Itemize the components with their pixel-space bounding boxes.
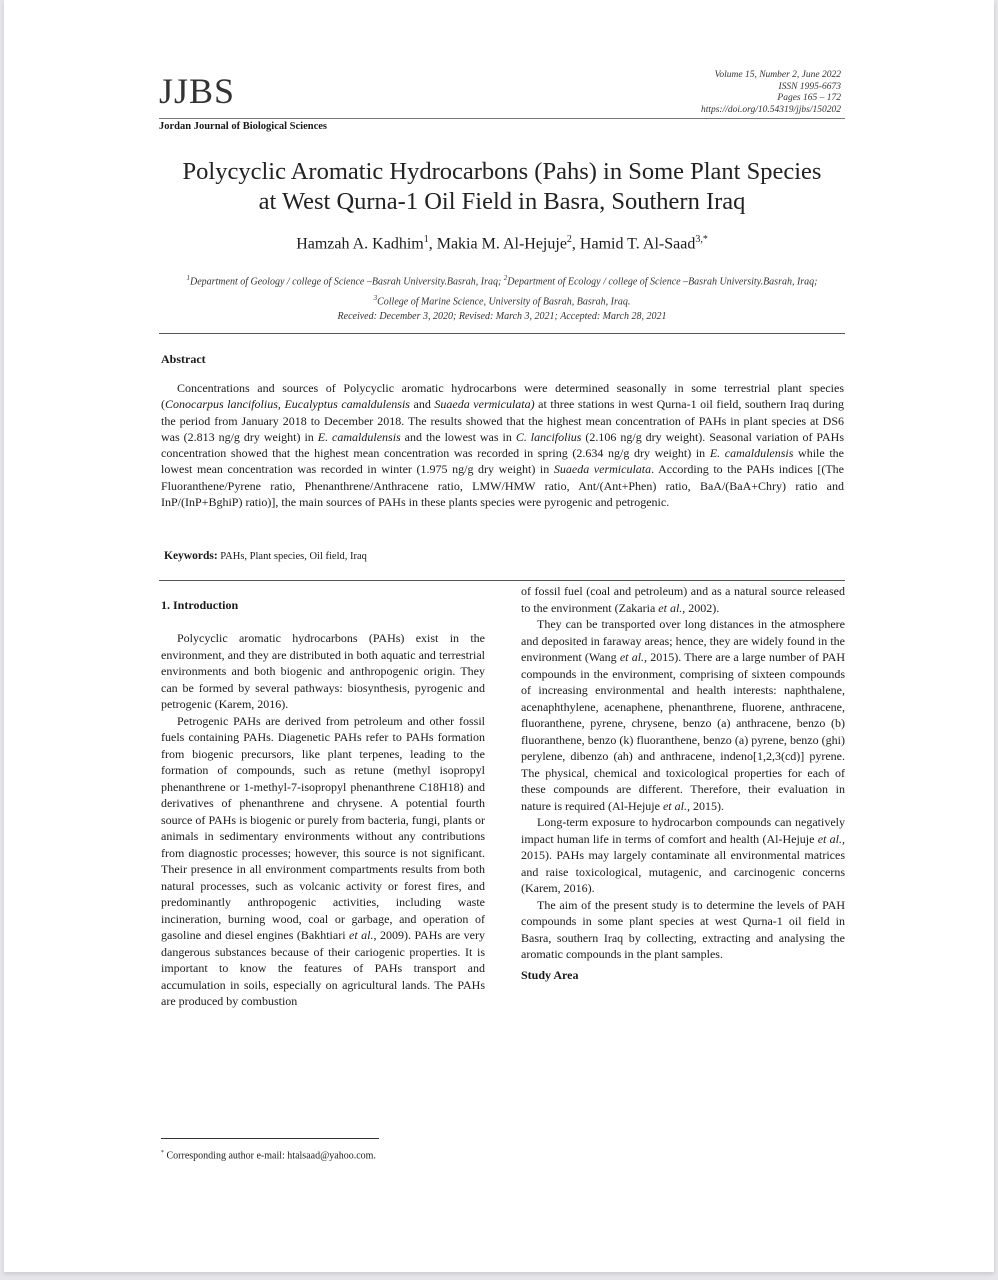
text-run: They can be transported over long distances in the atmosphere and deposited in faraway areas; hence, they are widely found in the environment (Wang	[521, 617, 845, 664]
footnote	[161, 1150, 376, 1161]
doi-link[interactable]: https://doi.org/10.54319/jjbs/150202	[700, 104, 841, 115]
introduction-heading: 1. Introduction	[161, 598, 239, 612]
title-line-1: Polycyclic Aromatic Hydrocarbons (Pahs) in Some Plant Species	[182, 158, 822, 185]
author-name: Hamzah A. Kadhim	[296, 235, 424, 253]
affiliation: College of Marine Science, University of Basrah, Basrah, Iraq.	[377, 296, 631, 308]
citation-etal: et al.,	[817, 831, 845, 846]
divider	[159, 333, 845, 334]
abstract-text	[161, 380, 844, 510]
affil-marker: 3	[373, 294, 378, 303]
paragraph	[521, 583, 845, 616]
text-run: while the lowest mean concentration was recorded in winter (1.975 ng/g dry weight) in	[161, 446, 845, 477]
keywords-value: PAHs, Plant species, Oil field, Iraq	[220, 551, 367, 562]
footnote-text: Corresponding author e-mail: htalsaad@yahoo.com.	[164, 1150, 376, 1162]
author-list: Hamzah A. Kadhim$^1$, Makia M. Al-Hejuje$^2$, Hamid T. Al-Saad$^{3,*}$	[296, 234, 708, 253]
title-line-2: at West Qurna-1 Oil Field in Basra, Southern Iraq	[258, 188, 746, 215]
species-name: Suaeda vermiculata)	[434, 397, 535, 412]
article-dates: Received: December 3, 2020; Revised: March 3, 2021; Accepted: March 28, 2021	[337, 311, 667, 322]
author-affil-marker: 2	[566, 234, 572, 245]
text-run: 2015). There are a large number of PAH compounds in the environment, comprising of sixteen compounds of increasing environmental and health interests: naphthalene, acenaphthylene, acenaphene, phenanthrene, fluorene, anthracene, fluoranthene, pyrene, chrysene, benzo (a) anthracene, benzo (b) fluoranthene, benzo (k) fluoranthene, benzo (a) pyrene, benzo (ghi) perylene, dibenzo (ah) and anthracene, indeno[1,2,3(cd)] pyrene. The physical, chemical and toxicological properties for each of these compounds are different. Therefore, their evaluation in nature is required (Al-Hejuje	[521, 650, 845, 813]
issn: ISSN 1995-6673	[778, 81, 841, 92]
text-run: , 2002).	[682, 600, 720, 615]
keywords-label: Keywords:	[164, 550, 218, 562]
author-affil-marker: 1	[423, 234, 429, 245]
text-run: Concentrations and sources of Polycyclic aromatic hydrocarbons were determined seasonally in some terrestrial plant species (	[161, 381, 844, 412]
species-name: Conocarpus lancifolius, Eucalyptus camaldulensis	[165, 397, 410, 412]
journal-name: Jordan Journal of Biological Sciences	[159, 121, 327, 132]
affiliations	[174, 270, 830, 311]
citation-etal: et al.	[349, 928, 374, 942]
page-range: Pages 165 – 172	[777, 93, 841, 103]
volume-info: Volume 15, Number 2, June 2022	[714, 70, 841, 80]
study-area-heading: Study Area	[521, 967, 579, 982]
text-run: , 2009). PAHs are very dangerous substances because of their cariogenic properties. It is important to know the features of PAHs transport and accumulation in soils, especially on agricultural lands. The PAHs are produced by combustion	[161, 928, 485, 1008]
text-run: of fossil fuel (coal and petroleum) and as a natural source released to the environment (Zakaria	[521, 584, 845, 615]
text-run: 2015). PAHs may largely contaminate all environmental matrices and raise toxicological, mutagenic, and carcinogenic concerns (Karem, 2016).	[521, 848, 845, 895]
text-run: at three stations in west Qurna-1 oil field, southern Iraq during the period from January 2018 to December 2018. The results showed that the highest mean concentration of PAHs in plant species at DS6 was (2.813 ng/g dry weight) in	[161, 397, 844, 444]
citation-etal: et al.	[658, 600, 683, 615]
species-name: Suaeda vermiculata	[553, 462, 652, 477]
paragraph: Polycyclic aromatic hydrocarbons (PAHs) exist in the environment, and they are distributed in both aquatic and terrestrial environments and both biogenic and anthropogenic origin. They can be formed by several pathways: biosynthesis, pyrogenic and petrogenic (Karem, 2016).	[161, 631, 485, 711]
article-title	[159, 157, 845, 217]
divider	[159, 580, 845, 581]
text-run: (2.106 ng/g dry weight). Seasonal variation of PAHs concentration showed that the highest mean concentration was recorded in spring (2.634 ng/g dry weight) in	[161, 429, 845, 461]
text-run: and the lowest was in	[400, 429, 516, 444]
affiliation: Department of Ecology / college of Science –Basrah University.Basrah, Iraq;	[507, 276, 818, 288]
journal-logo: JJBS	[159, 71, 236, 111]
species-name: E. camaldulensis	[317, 429, 401, 444]
text-run: . According to the PAHs indices [(The Fluoranthene/Pyrene ratio, Phenanthrene/Anthracene ratio, LMW/HMW ratio, Ant/(Ant+Phen) ratio, BaA/(BaA+Chry) ratio and InP/(InP+BghiP) ratio)], the main sources of PAHs in these plants species were pyrogenic and petrogenic.	[161, 462, 844, 510]
affil-marker: 1	[186, 274, 190, 282]
text-run: Long-term exposure to hydrocarbon compounds can negatively impact human life in terms of comfort and health (Al-Hejuje	[521, 815, 845, 846]
text-run: , 2015).	[686, 798, 724, 813]
paragraph	[521, 814, 845, 897]
author-affil-marker: 3,*	[695, 234, 708, 245]
citation-etal: et al.	[662, 798, 687, 813]
abstract-heading: Abstract	[161, 352, 206, 366]
document-page	[4, 0, 994, 1272]
text-run: Petrogenic PAHs are derived from petroleum and other fossil fuels containing PAHs. Diagenetic PAHs refer to PAHs formation from biogenic precursors, like plant terpenes, leading to the formation of compounds, such as retune (methyl isopropyl phenanthrene or 1-methyl-7-isopropyl phenanthrene C18H18) and derivatives of phenanthrene and chrysene. A potential fourth source of PAHs is biogenic or purely from bacteria, fungi, plants or animals in sedimentary environments without any contributions from diagnostic processes; however, this source is not significant. Their presence in all environment compartments results from both natural processes, such as volcanic activity or forest fires, and predominantly anthropogenic activities, including waste incineration, burning wood, coal or garbage, and operation of gasoline and diesel engines (Bakhtiari	[161, 713, 485, 942]
author-name: Makia M. Al-Hejuje	[436, 235, 567, 253]
author-name: Hamid T. Al-Saad	[579, 235, 696, 253]
text-run: and	[409, 397, 435, 412]
issue-metadata	[701, 70, 841, 116]
footnote-divider	[161, 1138, 379, 1139]
species-name: C. lancifolius	[515, 429, 582, 444]
affiliation: Department of Geology / college of Science –Basrah University.Basrah, Iraq;	[189, 276, 504, 288]
keywords	[164, 550, 367, 562]
citation-etal: et al.,	[619, 650, 648, 664]
paragraph	[521, 616, 845, 814]
affil-marker: 2	[503, 274, 508, 282]
species-name: E. camaldulensis	[709, 446, 794, 461]
paragraph	[161, 713, 485, 1010]
footnote-marker: *	[161, 1150, 164, 1156]
left-column	[161, 630, 485, 1010]
paragraph: The aim of the present study is to determine the levels of PAH compounds in some plant species at west Qurna-1 oil field in Basra, southern Iraq by collecting, extracting and analysing the aromatic compounds in the plant samples.	[521, 897, 845, 961]
right-column	[521, 583, 845, 983]
header-divider	[159, 118, 845, 119]
